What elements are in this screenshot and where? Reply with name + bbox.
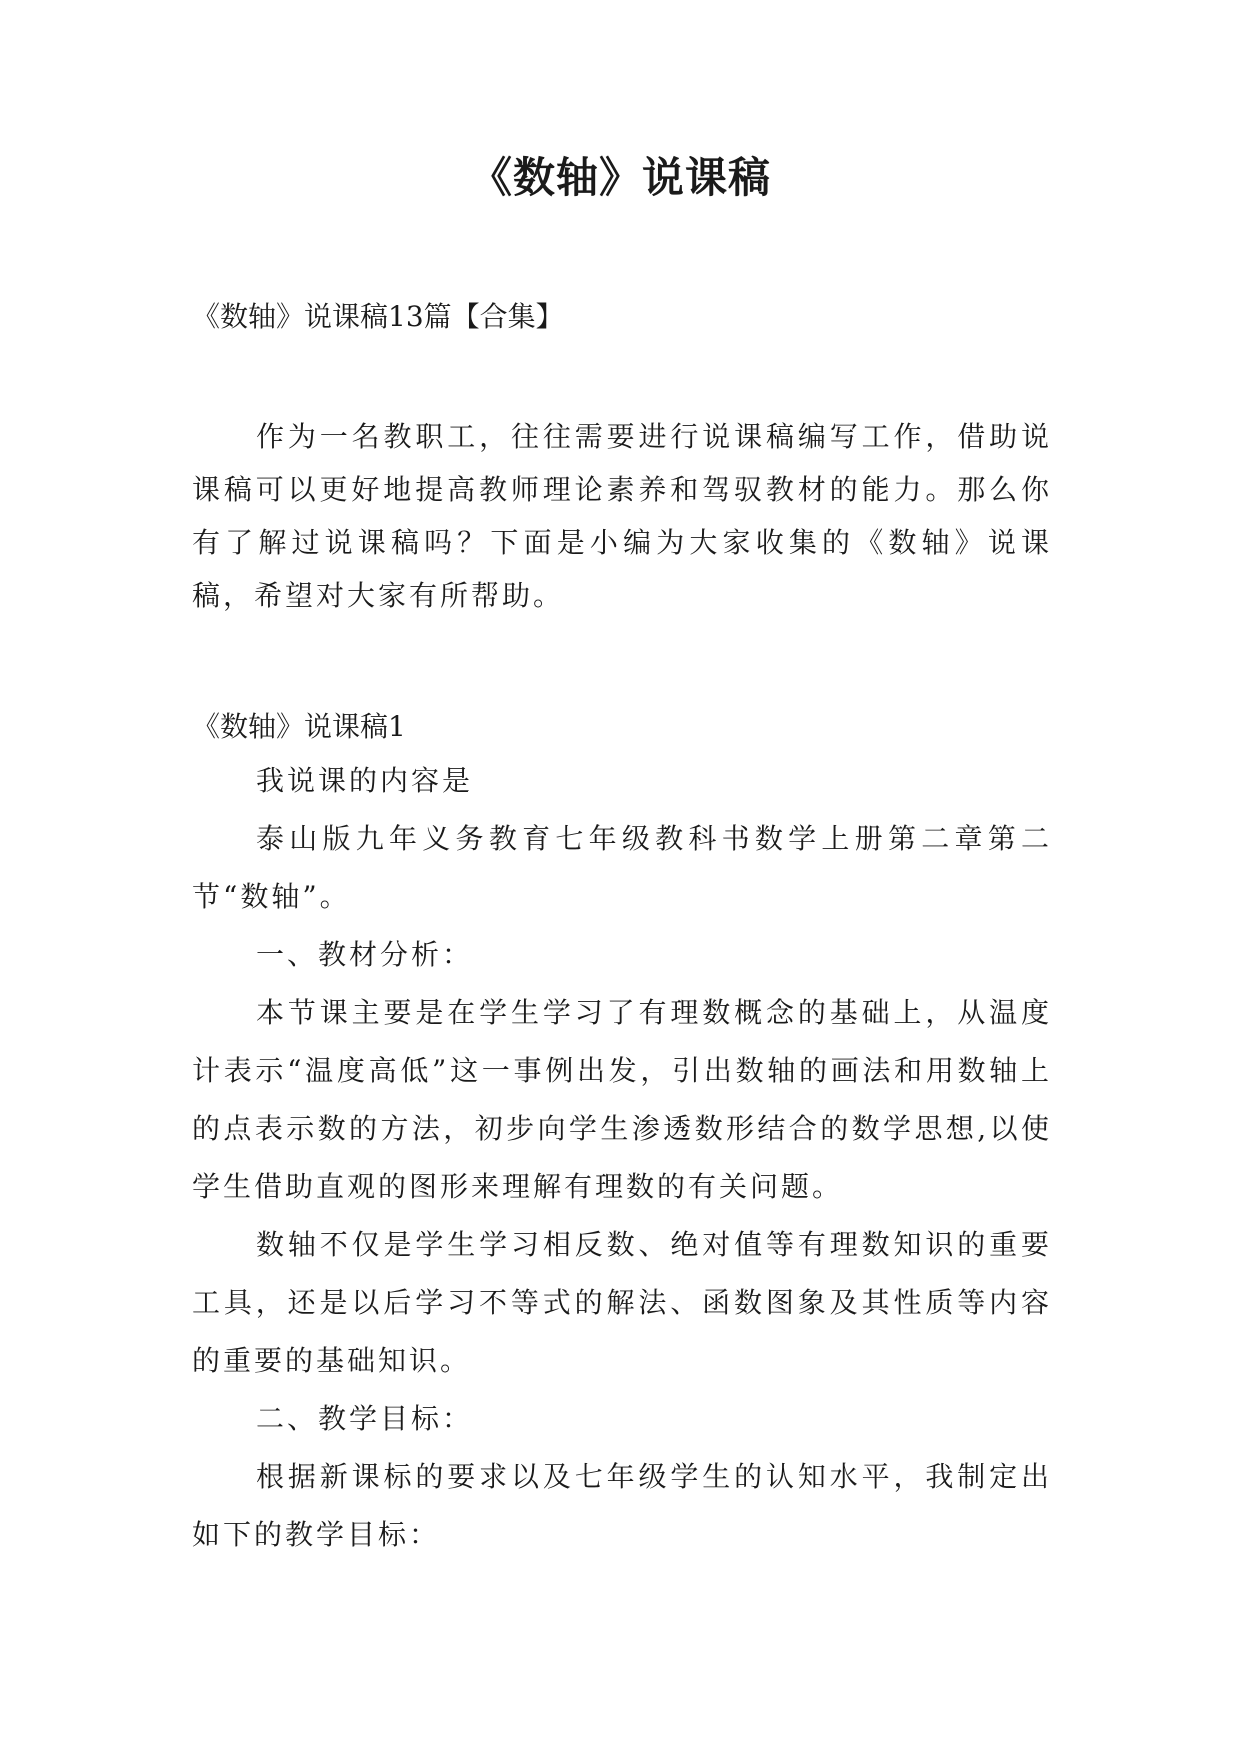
paragraph-teaching-goals: 根据新课标的要求以及七年级学生的认知水平，我制定出如下的教学目标： (192, 1460, 1052, 1551)
document-subtitle: 《数轴》说课稿13篇【合集】 (192, 300, 564, 333)
section-body (192, 752, 1052, 1564)
paragraph-material-analysis: 本节课主要是在学生学习了有理数概念的基础上，从温度计表示“温度高低”这一事例出发，引出数轴的画法和用数轴上的点表示数的方法，初步向学生渗透数形结合的数学思想,以使学生借助直观的图形来理解有理数的有关问题。 (192, 996, 1052, 1203)
heading-teaching-goals: 二、教学目标： (256, 1402, 474, 1435)
section-heading: 《数轴》说课稿1 (192, 710, 406, 743)
intro-paragraph: 作为一名教职工，往往需要进行说课稿编写工作，借助说课稿可以更好地提高教师理论素养和驾驭教材的能力。那么你有了解过说课稿吗？下面是小编为大家收集的《数轴》说课稿，希望对大家有所帮助。 (192, 420, 1052, 612)
paragraph-number-line-importance: 数轴不仅是学生学习相反数、绝对值等有理数知识的重要工具，还是以后学习不等式的解法、函数图象及其性质等内容的重要的基础知识。 (192, 1228, 1052, 1377)
paragraph-textbook-reference: 泰山版九年义务教育七年级教科书数学上册第二章第二节“数轴”。 (192, 822, 1052, 913)
paragraph-content-label: 我说课的内容是 (256, 764, 474, 797)
document-title: 《数轴》说课稿 (469, 153, 771, 202)
heading-material-analysis: 一、教材分析： (256, 938, 474, 971)
